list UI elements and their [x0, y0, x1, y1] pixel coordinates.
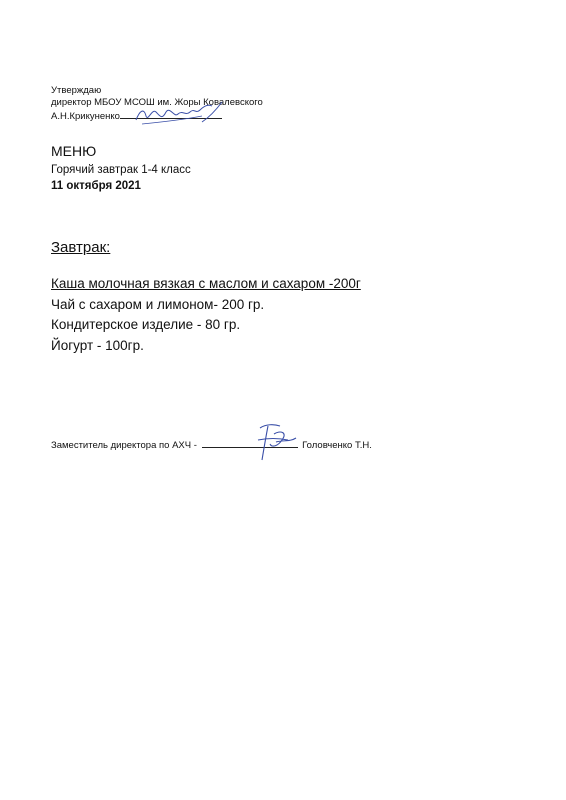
director-signature: [132, 100, 232, 130]
menu-item: Кондитерское изделие - 80 гр.: [51, 317, 241, 332]
menu-date: 11 октября 2021: [51, 180, 141, 192]
menu-item: Чай с сахаром и лимоном- 200 гр.: [51, 296, 265, 312]
deputy-signature-block: [51, 438, 372, 451]
deputy-position: Заместитель директора по АХЧ -: [51, 440, 197, 451]
menu-item: Каша молочная вязкая с маслом и сахаром -200г: [51, 276, 361, 291]
meal-heading: Завтрак:: [51, 239, 111, 256]
deputy-name: Головченко Т.Н.: [302, 440, 372, 451]
approval-name: А.Н.Крикуненко: [51, 111, 120, 122]
approval-title: Утверждаю: [51, 85, 102, 96]
deputy-signature: [252, 422, 302, 464]
menu-title: МЕНЮ: [51, 143, 97, 159]
approval-director: директор МБОУ МСОШ им. Жоры Ковалевского: [51, 97, 263, 108]
menu-item: Йогурт - 100гр.: [51, 337, 144, 353]
menu-items: [51, 274, 361, 356]
menu-subtitle: Горячий завтрак 1-4 класс: [51, 164, 191, 176]
